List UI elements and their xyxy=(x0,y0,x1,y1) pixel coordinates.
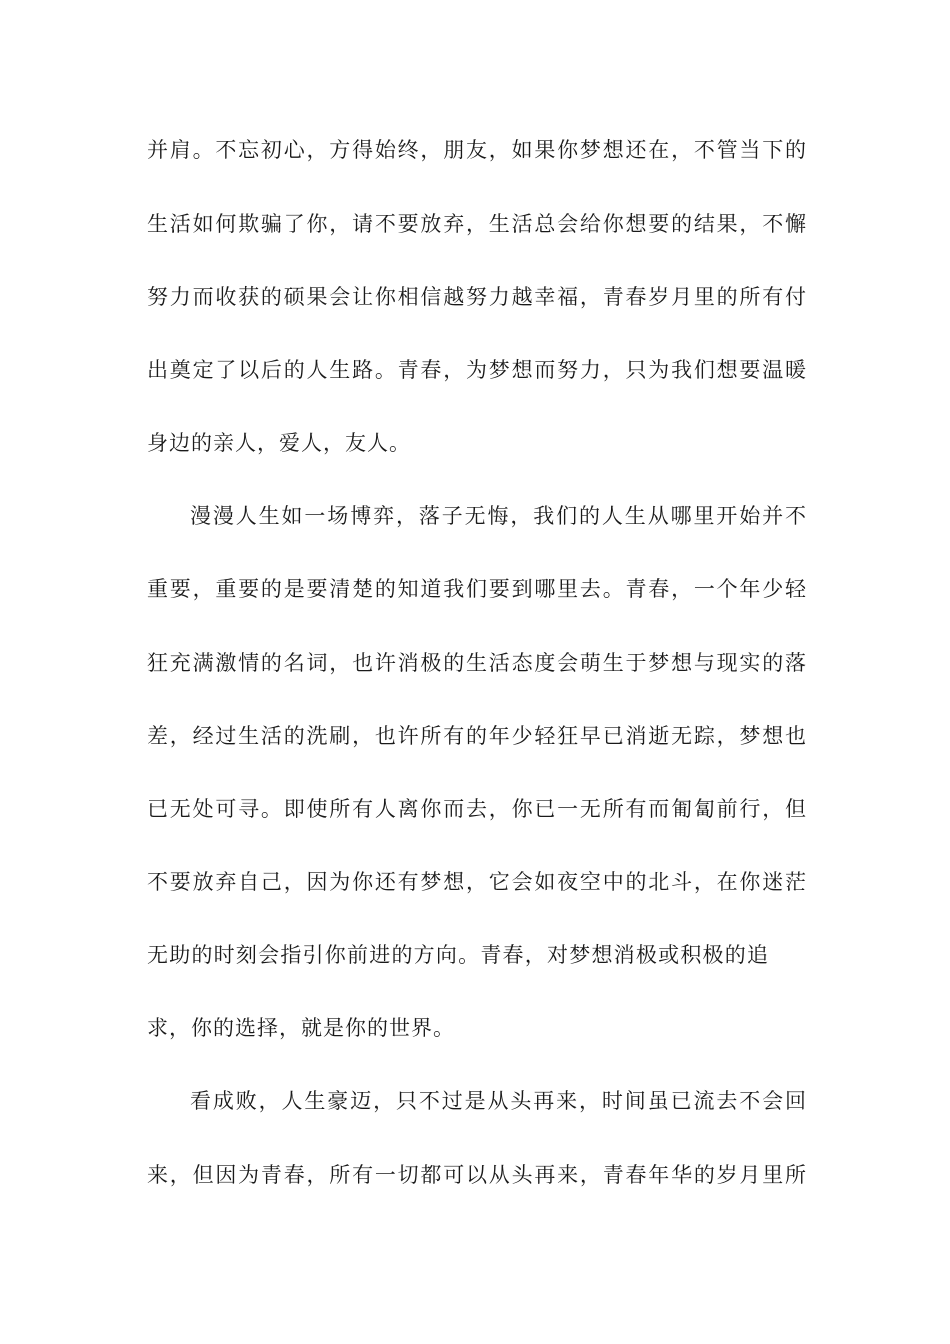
text-line: 求，你的选择，就是你的世界。 xyxy=(147,1016,455,1040)
text-line: 出奠定了以后的人生路。青春，为梦想而努力，只为我们想要温暖 xyxy=(147,358,807,382)
text-line: 努力而收获的硕果会让你相信越努力越幸福，青春岁月里的所有付 xyxy=(147,285,807,309)
text-line: 生活如何欺骗了你，请不要放弃，生活总会给你想要的结果，不懈 xyxy=(147,212,807,236)
paragraph-first-line: 看成败，人生豪迈，只不过是从头再来，时间虽已流去不会回 xyxy=(190,1089,807,1113)
text-line: 狂充满激情的名词，也许消极的生活态度会萌生于梦想与现实的落 xyxy=(147,651,807,675)
text-line: 不要放弃自己，因为你还有梦想，它会如夜空中的北斗，在你迷茫 xyxy=(147,870,807,894)
text-line: 身边的亲人，爱人，友人。 xyxy=(147,431,411,455)
paragraph-first-line: 漫漫人生如一场博弈，落子无悔，我们的人生从哪里开始并不 xyxy=(190,504,807,528)
text-line: 来，但因为青春，所有一切都可以从头再来，青春年华的岁月里所 xyxy=(147,1163,807,1187)
text-line: 并肩。不忘初心，方得始终，朋友，如果你梦想还在，不管当下的 xyxy=(147,138,807,162)
text-line: 差，经过生活的洗刷，也许所有的年少轻狂早已消逝无踪，梦想也 xyxy=(147,724,807,748)
text-line: 无助的时刻会指引你前进的方向。青春，对梦想消极或积极的追 xyxy=(147,943,769,967)
text-line: 已无处可寻。即使所有人离你而去，你已一无所有而匍匐前行，但 xyxy=(147,797,807,821)
text-line: 重要，重要的是要清楚的知道我们要到哪里去。青春，一个年少轻 xyxy=(147,577,807,601)
